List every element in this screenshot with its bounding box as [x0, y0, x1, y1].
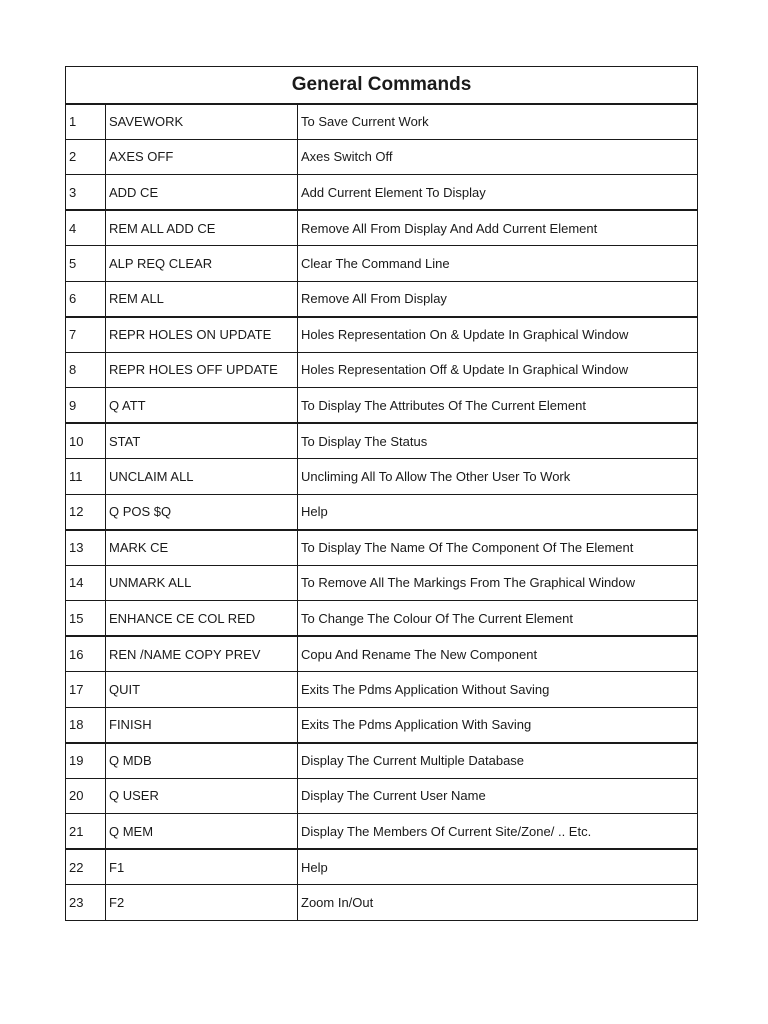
table-row	[66, 104, 698, 140]
table-row	[66, 849, 698, 885]
command-cell: UNMARK ALL	[106, 565, 298, 601]
row-number-cell: 19	[66, 743, 106, 779]
description-cell: Help	[298, 849, 698, 885]
command-cell: F2	[106, 885, 298, 921]
command-cell: REPR HOLES OFF UPDATE	[106, 352, 298, 388]
description-cell: To Display The Status	[298, 423, 698, 459]
command-cell: Q MDB	[106, 743, 298, 779]
command-cell: AXES OFF	[106, 139, 298, 175]
row-number-cell: 16	[66, 636, 106, 672]
table-row	[66, 530, 698, 566]
row-number-cell: 14	[66, 565, 106, 601]
table-row	[66, 672, 698, 708]
command-cell: Q MEM	[106, 814, 298, 850]
command-cell: FINISH	[106, 707, 298, 743]
row-number-cell: 17	[66, 672, 106, 708]
command-cell: MARK CE	[106, 530, 298, 566]
description-cell: Clear The Command Line	[298, 246, 698, 282]
row-number-cell: 1	[66, 104, 106, 140]
table-row	[66, 210, 698, 246]
commands-table-body	[66, 104, 698, 921]
description-cell: Uncliming All To Allow The Other User To Work	[298, 459, 698, 495]
row-number-cell: 23	[66, 885, 106, 921]
row-number-cell: 15	[66, 601, 106, 637]
table-row	[66, 388, 698, 424]
table-row	[66, 139, 698, 175]
table-row	[66, 885, 698, 921]
row-number-cell: 4	[66, 210, 106, 246]
description-cell: To Save Current Work	[298, 104, 698, 140]
description-cell: Help	[298, 494, 698, 530]
table-row	[66, 175, 698, 211]
table-row	[66, 636, 698, 672]
description-cell: Holes Representation Off & Update In Graphical Window	[298, 352, 698, 388]
table-row	[66, 601, 698, 637]
description-cell: Remove All From Display	[298, 281, 698, 317]
command-cell: STAT	[106, 423, 298, 459]
description-cell: To Display The Attributes Of The Current Element	[298, 388, 698, 424]
row-number-cell: 18	[66, 707, 106, 743]
description-cell: To Display The Name Of The Component Of The Element	[298, 530, 698, 566]
description-cell: Display The Members Of Current Site/Zone/ .. Etc.	[298, 814, 698, 850]
table-row	[66, 743, 698, 779]
command-cell: UNCLAIM ALL	[106, 459, 298, 495]
title-row	[66, 67, 698, 104]
command-cell: REN /NAME COPY PREV	[106, 636, 298, 672]
command-cell: ALP REQ CLEAR	[106, 246, 298, 282]
row-number-cell: 11	[66, 459, 106, 495]
commands-table	[65, 66, 698, 921]
description-cell: To Remove All The Markings From The Graphical Window	[298, 565, 698, 601]
table-row	[66, 246, 698, 282]
row-number-cell: 9	[66, 388, 106, 424]
table-row	[66, 814, 698, 850]
description-cell: Display The Current User Name	[298, 778, 698, 814]
row-number-cell: 2	[66, 139, 106, 175]
description-cell: Display The Current Multiple Database	[298, 743, 698, 779]
command-cell: Q ATT	[106, 388, 298, 424]
description-cell: Add Current Element To Display	[298, 175, 698, 211]
page-title: General Commands	[66, 67, 698, 104]
table-row	[66, 281, 698, 317]
description-cell: Axes Switch Off	[298, 139, 698, 175]
row-number-cell: 6	[66, 281, 106, 317]
row-number-cell: 5	[66, 246, 106, 282]
row-number-cell: 10	[66, 423, 106, 459]
row-number-cell: 22	[66, 849, 106, 885]
description-cell: Holes Representation On & Update In Graphical Window	[298, 317, 698, 353]
row-number-cell: 3	[66, 175, 106, 211]
description-cell: Copu And Rename The New Component	[298, 636, 698, 672]
table-row	[66, 423, 698, 459]
command-cell: SAVEWORK	[106, 104, 298, 140]
command-cell: ENHANCE CE COL RED	[106, 601, 298, 637]
command-cell: ADD CE	[106, 175, 298, 211]
row-number-cell: 7	[66, 317, 106, 353]
row-number-cell: 8	[66, 352, 106, 388]
table-row	[66, 494, 698, 530]
description-cell: To Change The Colour Of The Current Element	[298, 601, 698, 637]
table-row	[66, 317, 698, 353]
description-cell: Exits The Pdms Application With Saving	[298, 707, 698, 743]
table-row	[66, 565, 698, 601]
row-number-cell: 20	[66, 778, 106, 814]
table-row	[66, 778, 698, 814]
row-number-cell: 21	[66, 814, 106, 850]
row-number-cell: 12	[66, 494, 106, 530]
command-cell: Q POS $Q	[106, 494, 298, 530]
table-row	[66, 352, 698, 388]
description-cell: Remove All From Display And Add Current Element	[298, 210, 698, 246]
description-cell: Zoom In/Out	[298, 885, 698, 921]
command-cell: REPR HOLES ON UPDATE	[106, 317, 298, 353]
table-row	[66, 459, 698, 495]
table-row	[66, 707, 698, 743]
command-cell: REM ALL ADD CE	[106, 210, 298, 246]
command-cell: F1	[106, 849, 298, 885]
description-cell: Exits The Pdms Application Without Saving	[298, 672, 698, 708]
command-cell: QUIT	[106, 672, 298, 708]
row-number-cell: 13	[66, 530, 106, 566]
command-cell: Q USER	[106, 778, 298, 814]
command-cell: REM ALL	[106, 281, 298, 317]
